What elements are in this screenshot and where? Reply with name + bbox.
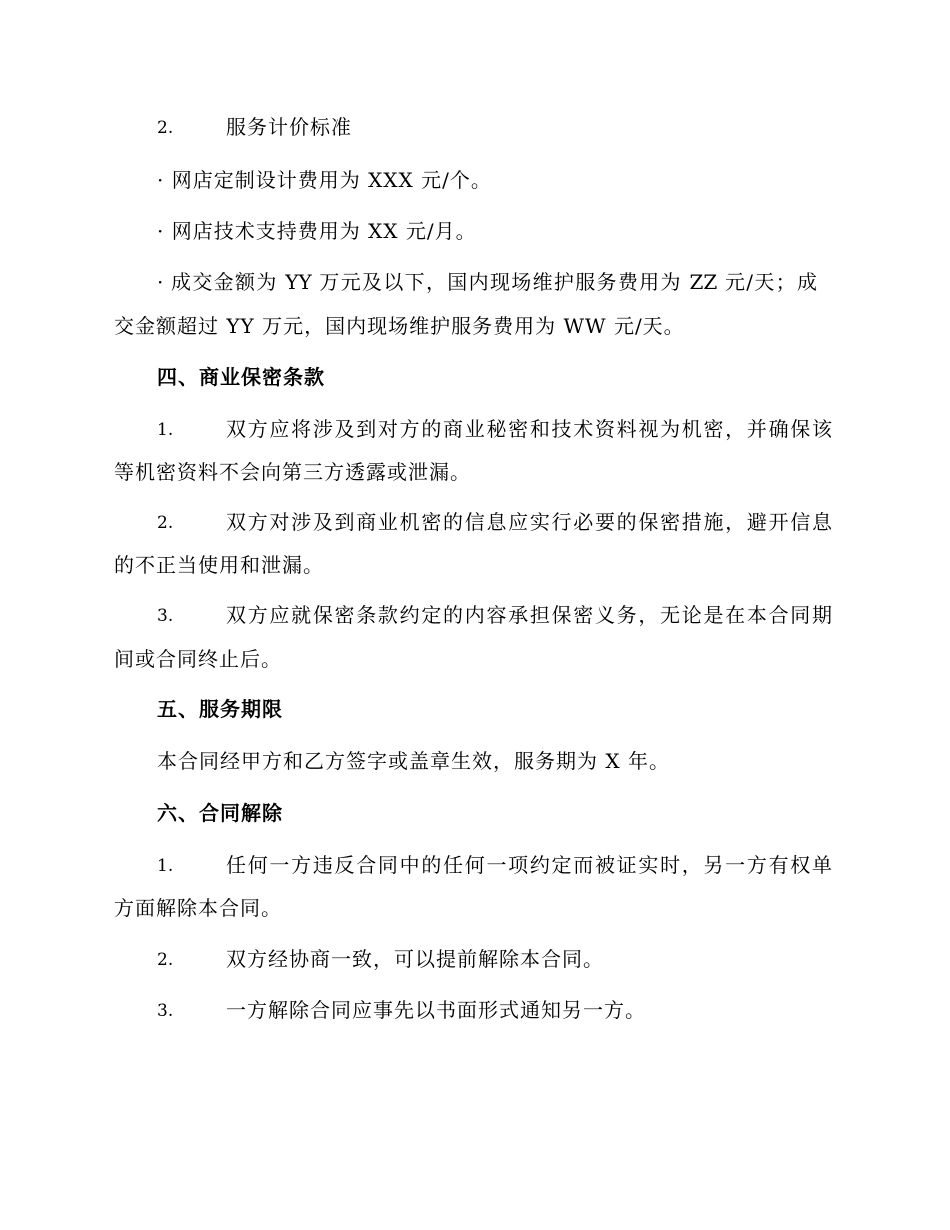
termination-item-3-text: 一方解除合同应事先以书面形式通知另一方。	[226, 998, 646, 1022]
confidentiality-item-3-number: 3.	[157, 606, 174, 626]
termination-item-2-text: 双方经协商一致，可以提前解除本合同。	[226, 947, 604, 971]
pricing-bullet-maintenance-line-1: · 成交金额为 YY 万元及以下，国内现场维护服务费用为 ZZ 元/天；成	[157, 270, 817, 294]
pricing-number: 2.	[157, 118, 174, 138]
section-heading-termination: 六、合同解除	[157, 801, 283, 825]
termination-item-1-line-1: 任何一方违反合同中的任何一项约定而被证实时，另一方有权单	[226, 853, 832, 877]
confidentiality-item-3-line-1: 双方应就保密条款约定的内容承担保密义务，无论是在本合同期	[226, 603, 832, 627]
termination-item-1-number: 1.	[157, 856, 174, 876]
section-heading-term: 五、服务期限	[157, 697, 283, 721]
termination-item-3-number: 3.	[157, 1001, 174, 1021]
confidentiality-item-2-line-2: 的不正当使用和泄漏。	[114, 553, 324, 577]
pricing-bullet-support: · 网店技术支持费用为 XX 元/月。	[157, 219, 477, 243]
termination-item-2-number: 2.	[157, 950, 174, 970]
confidentiality-item-1-line-1: 双方应将涉及到对方的商业秘密和技术资料视为机密，并确保该	[226, 417, 832, 441]
confidentiality-item-3-line-2: 间或合同终止后。	[114, 647, 282, 671]
pricing-bullet-design: · 网店定制设计费用为 XXX 元/个。	[157, 168, 492, 192]
termination-item-1-line-2: 方面解除本合同。	[114, 896, 282, 920]
confidentiality-item-2-line-1: 双方对涉及到商业机密的信息应实行必要的保密措施，避开信息	[226, 510, 832, 534]
pricing-title: 服务计价标准	[226, 115, 352, 139]
section-heading-confidentiality: 四、商业保密条款	[157, 365, 325, 389]
pricing-bullet-maintenance-line-2: 交金额超过 YY 万元，国内现场维护服务费用为 WW 元/天。	[114, 314, 685, 338]
term-text: 本合同经甲方和乙方签字或盖章生效，服务期为 X 年。	[157, 749, 670, 773]
confidentiality-item-2-number: 2.	[157, 513, 174, 533]
confidentiality-item-1-line-2: 等机密资料不会向第三方透露或泄漏。	[114, 460, 471, 484]
confidentiality-item-1-number: 1.	[157, 420, 174, 440]
